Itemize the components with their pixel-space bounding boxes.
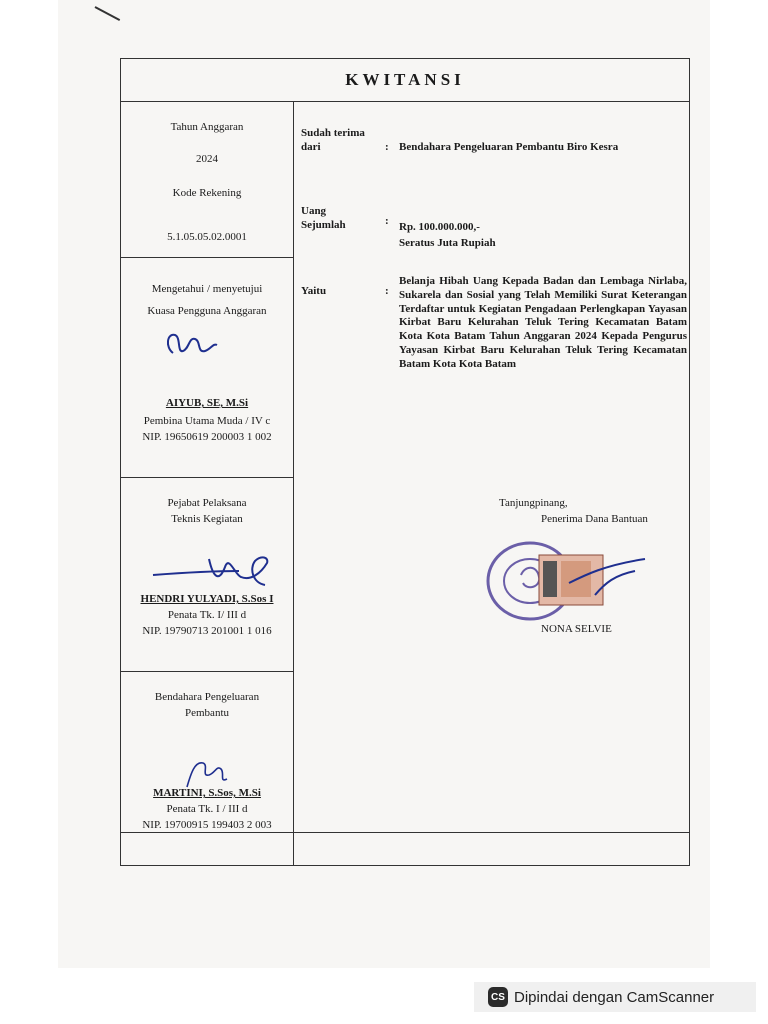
- divider: [121, 671, 293, 672]
- uang-words: Seratus Juta Rupiah: [399, 237, 496, 249]
- bendahara-role: Pembantu: [185, 707, 229, 719]
- colon: :: [385, 215, 389, 227]
- bendahara-signature: [181, 753, 231, 791]
- approval-label: Mengetahui / menyetujui: [151, 283, 263, 295]
- uang-line1: Uang: [301, 205, 327, 217]
- receipt-frame: [120, 58, 690, 866]
- divider: [121, 477, 293, 478]
- pelaksana-role: Teknis Kegiatan: [171, 513, 243, 525]
- bendahara-label: Bendahara Pengeluaran: [154, 691, 260, 703]
- uang-line2: Sejumlah: [301, 218, 346, 231]
- kode-rekening-value: 5.1.05.05.02.0001: [167, 231, 247, 243]
- camscanner-badge: [474, 982, 756, 1012]
- pelaksana-rank: Penata Tk. I/ III d: [167, 609, 247, 621]
- approver-name: AIYUB, SE, M.Si: [165, 397, 249, 409]
- colon: :: [385, 285, 389, 297]
- bendahara-name: MARTINI, S.Sos, M.Si: [153, 787, 261, 799]
- place-date: Tanjungpinang,: [499, 497, 568, 509]
- document-title: KWITANSI: [345, 70, 465, 89]
- bottom-strip: [121, 832, 689, 865]
- camscanner-icon: CS: [488, 987, 508, 1007]
- sudah-terima-line2: dari: [301, 140, 321, 153]
- bendahara-nip: NIP. 19700915 199403 2 003: [142, 819, 272, 831]
- official-stamp: [485, 535, 665, 625]
- left-column: [121, 101, 294, 865]
- pelaksana-nip: NIP. 19790713 201001 1 016: [142, 625, 272, 637]
- tahun-anggaran-value: 2024: [196, 153, 218, 165]
- yaitu-label: Yaitu: [301, 285, 327, 297]
- right-column: [295, 101, 689, 865]
- approval-role: Kuasa Pengguna Anggaran: [147, 305, 267, 317]
- sudah-terima-line1: Sudah terima: [301, 127, 365, 139]
- camscanner-text: Dipindai dengan CamScanner: [514, 988, 715, 1006]
- approver-rank: Pembina Utama Muda / IV c: [143, 415, 271, 427]
- divider: [121, 257, 293, 258]
- pelaksana-name: HENDRI YULYADI, S.Sos I: [140, 593, 274, 605]
- sudah-terima-value: Bendahara Pengeluaran Pembantu Biro Kesra: [399, 141, 619, 153]
- recipient-name: NONA SELVIE: [541, 623, 612, 635]
- recipient-label: Penerima Dana Bantuan: [541, 513, 648, 525]
- tahun-anggaran-label: Tahun Anggaran: [170, 121, 244, 133]
- yaitu-description: Belanja Hibah Uang Kepada Badan dan Lembaga Nirlaba, Sukarela dan Sosial yang Telah Memiliki Surat Keterangan Terdaftar untuk Kegiatan Pengadaan Perlengkapan Yayasan Kirbat Baru Kelurahan Teluk Tering Kecamatan Batam Kota Kota Batam Tahun Anggaran 2024 Kepada Pengurus Yayasan Kirbat Baru Kelurahan Teluk Tering Kecamatan Batam Kota Kota Batam: [399, 275, 687, 370]
- colon: :: [385, 141, 389, 153]
- pelaksana-signature: [149, 547, 279, 593]
- approver-nip: NIP. 19650619 200003 1 002: [142, 431, 272, 443]
- uang-value: Rp. 100.000.000,-: [399, 221, 480, 233]
- sudah-terima-label: [301, 127, 365, 155]
- approver-signature: [161, 323, 221, 363]
- bendahara-rank: Penata Tk. I / III d: [166, 803, 248, 815]
- uang-sejumlah-label: [301, 205, 346, 233]
- title-row: [121, 59, 689, 102]
- kode-rekening-label: Kode Rekening: [172, 187, 242, 199]
- pelaksana-label: Pejabat Pelaksana: [167, 497, 247, 509]
